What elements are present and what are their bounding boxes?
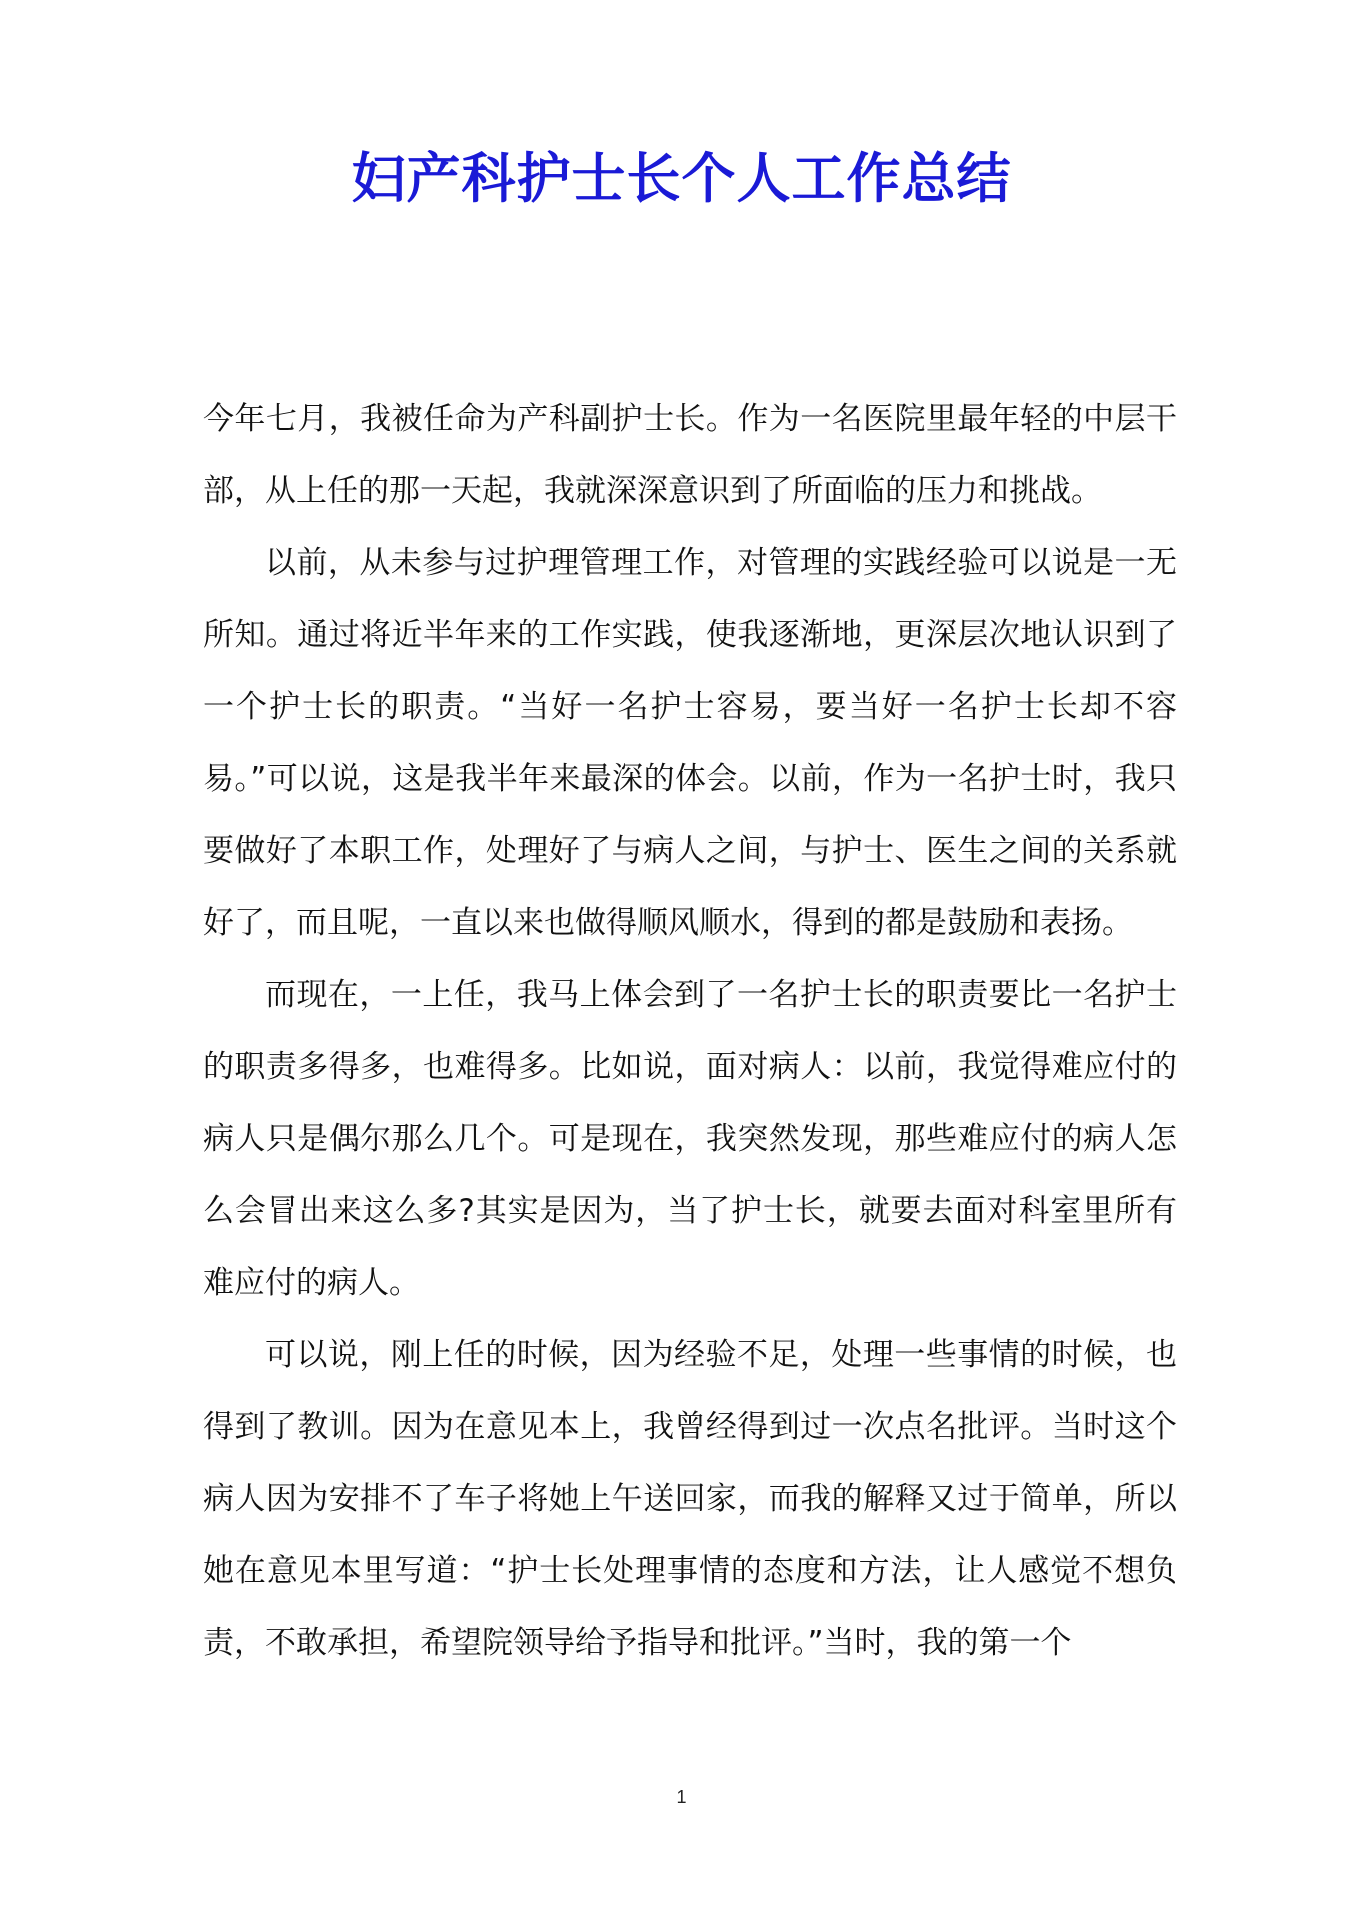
page-number: 1 [676,1787,687,1807]
document-title: 妇产科护士长个人工作总结 [351,146,1012,210]
paragraph-1: 今年七月，我被任命为产科副护士长。作为一名医院里最年轻的中层干部，从上任的那一天起，我就深深意识到了所面临的压力和挑战。 [203,401,1177,509]
paragraph-3: 而现在，一上任，我马上体会到了一名护士长的职责要比一名护士的职责多得多，也难得多。比如说，面对病人：以前，我觉得难应付的病人只是偶尔那么几个。可是现在，我突然发现，那些难应付的病人怎么会冒出来这么多?其实是因为，当了护士长，就要去面对科室里所有难应付的病人。 [203,977,1177,1301]
document-body [203,383,1177,1679]
paragraph-4: 可以说，刚上任的时候，因为经验不足，处理一些事情的时候，也得到了教训。因为在意见本上，我曾经得到过一次点名批评。当时这个病人因为安排不了车子将她上午送回家，而我的解释又过于简单，所以她在意见本里写道：“护士长处理事情的态度和方法，让人感觉不想负责，不敢承担，希望院领导给予指导和批评。”当时，我的第一个 [203,1337,1177,1661]
paragraph-2: 以前，从未参与过护理管理工作，对管理的实践经验可以说是一无所知。通过将近半年来的工作实践，使我逐渐地，更深层次地认识到了一个护士长的职责。“当好一名护士容易，要当好一名护士长却不容易。”可以说，这是我半年来最深的体会。以前，作为一名护士时，我只要做好了本职工作，处理好了与病人之间，与护士、医生之间的关系就好了，而且呢，一直以来也做得顺风顺水，得到的都是鼓励和表扬。 [203,545,1177,941]
